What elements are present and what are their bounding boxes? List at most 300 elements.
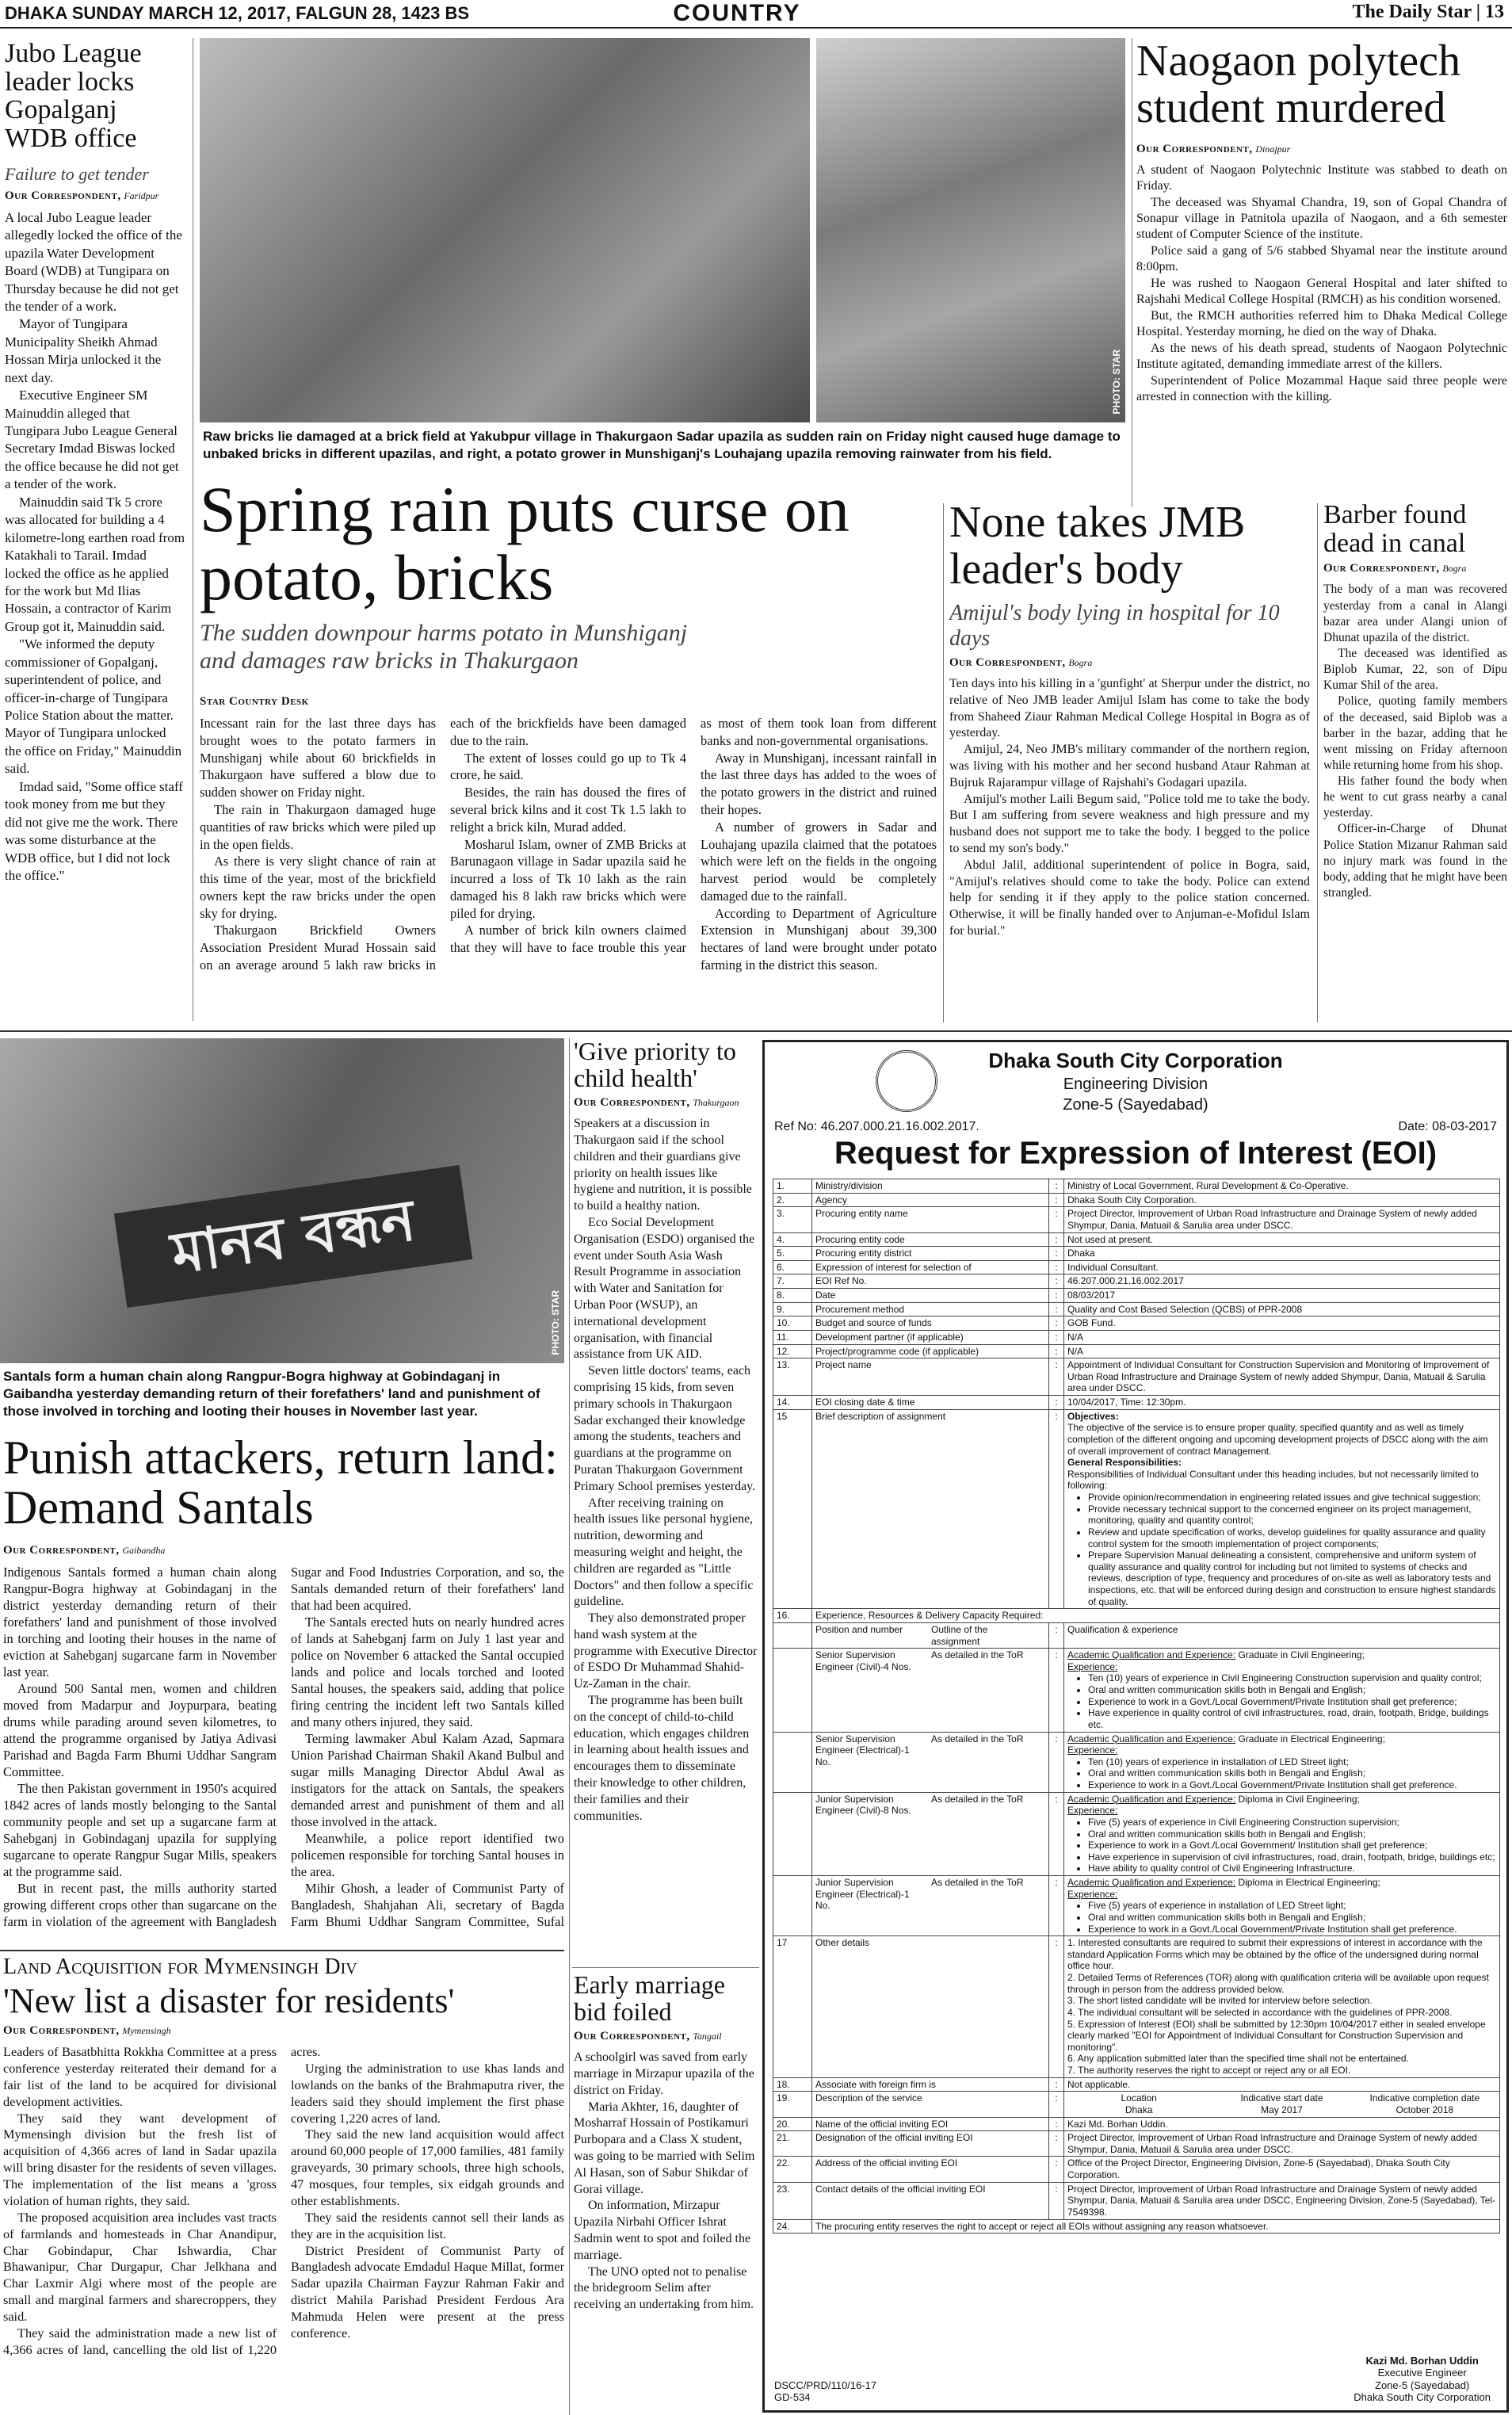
paragraph: They said the administration made a new list of 4,366 acres of land, cancelling the old list of 1,220 acres. — [3, 2044, 321, 2357]
paragraph: Speakers at a discussion in Thakurgaon said if the school children and their guardians give priority on health issues like hygiene and nutrition, it is possible to build a healthy nation. — [574, 1117, 752, 1213]
paragraph: Mihir Ghosh, a leader of Communist Party of Bangladesh, Shahjahan Ali, secretary of Bagda Farm Bhumi Uddhar Sangram Committee, Sufal — [291, 1881, 564, 1929]
table-cell: : — [1049, 2157, 1064, 2182]
paragraph: The programme has been built on the concept of child-to-child education, which engages children in learning about health issues and encourages them to disseminate their knowledge to other children, their families and their communities. — [574, 1694, 750, 1823]
table-cell: 20. — [773, 2117, 812, 2131]
table-row — [773, 1232, 1500, 1247]
table-cell: : — [1049, 1732, 1064, 1792]
sign-designation: Executive Engineer — [1377, 2367, 1467, 2379]
paragraph: As the news of his death spread, students of Naogaon Polytechnic Institute agitated, demanding immediate arrest of the killers. — [1136, 341, 1507, 372]
table-row — [773, 2182, 1500, 2219]
table-row — [773, 1193, 1500, 1207]
table-cell: Expression of interest for selection of — [812, 1260, 1049, 1274]
table-cell — [773, 1649, 812, 1732]
table-cell: 17 — [773, 1936, 812, 2078]
table-row — [773, 1609, 1500, 1623]
paragraph: Away in Munshiganj, incessant rainfall in the last three days has added to the woes of the potato growers in the district and ruined their hopes. — [701, 750, 937, 818]
text: Diploma in Civil Engineering; — [1238, 1793, 1360, 1805]
table-cell: Budget and source of funds — [812, 1316, 1049, 1331]
photo-bricks — [200, 38, 810, 422]
paragraph: Mosharul Islam, owner of ZMB Bricks at Barunagaon village in Sadar upazila said he incurred a loss of Tk 10 lakh as the rain damaged his 8 lakh raw bricks which were piled for drying. — [450, 836, 686, 921]
paragraph: "We informed the deputy commissioner of Gopalganj, superintendent of police, and officer-in-charge of Tungipara Police Station about the matter. Mayor of Tungipara unlocked the office on Friday," Mainuddin said. — [5, 636, 182, 777]
paragraph: Imdad said, "Some office staff took money from me but they did not give me the work. There was some disturbance at the WDB office, but I did not lock the office." — [5, 778, 183, 883]
text: Outline of the assignment — [931, 1623, 988, 1647]
text: Location — [1121, 2092, 1157, 2104]
paragraph: A student of Naogaon Polytechnic Institute was stabbed to death on Friday. — [1136, 162, 1507, 193]
text: Junior Supervision Engineer (Civil)-8 Nos. — [815, 1793, 911, 1817]
paragraph: Urging the administration to use khas lands and lowlands on the banks of the Brahmaputra river, the leaders said they should implement the first phase covering 1,220 acres of land. — [291, 2061, 564, 2126]
table-cell: 13. — [773, 1358, 812, 1396]
paragraph: The body of a man was recovered yesterday from a canal in Alangi bazar area under Alangi union of Dhunat upazila of the district. — [1323, 583, 1507, 644]
text: As detailed in the ToR — [931, 1793, 1024, 1805]
photo-credit-santals: PHOTO: STAR — [550, 1290, 561, 1355]
table-cell — [773, 1792, 812, 1875]
ad-division: Engineering Division — [1063, 1076, 1208, 1093]
table-cell — [1064, 1876, 1500, 1936]
paragraph: Police said a gang of 5/6 stabbed Shyamal near the institute around 8:00pm. — [1136, 243, 1507, 274]
table-row — [773, 2157, 1500, 2182]
table-cell: Ministry/division — [812, 1179, 1049, 1194]
body-child-health — [574, 1116, 758, 1825]
body-naogaon — [1136, 162, 1507, 406]
article-child-health — [574, 1038, 758, 1964]
table-cell: Project Director, Improvement of Urban Road Infrastructure and Drainage System of newly added Shympur, Dania, Matuail & Sarulia area under DSCC. — [1064, 2131, 1500, 2157]
eoi-table — [773, 1179, 1500, 2233]
paragraph: According to Department of Agriculture Extension in Munshiganj about 39,300 hectares of land were brought under potato farming in the district this season. — [701, 905, 937, 972]
table-row — [773, 1936, 1500, 2078]
text: General Responsibilities: — [1067, 1457, 1182, 1469]
paragraph: Incessant rain for the last three days has brought woes to the potato farmers in Munshiganj while about 60 brickfields in Thakurgaon have suffered a blow due to sudden shower on Friday night. — [200, 716, 436, 801]
text: Experience: — [1067, 1660, 1118, 1672]
text: Experience: — [1067, 1744, 1118, 1756]
table-cell — [1064, 1792, 1500, 1875]
table-cell: 5. — [773, 1247, 812, 1261]
table-cell: 24. — [773, 2219, 812, 2233]
table-cell: 10/04/2017, Time: 12:30pm. — [1064, 1396, 1500, 1410]
paragraph: On information, Mirzapur Upazila Nirbahi Officer Ishrat Sadmin went to spot and foiled the marriage. — [574, 2199, 751, 2262]
advert-eoi — [762, 1040, 1509, 2413]
table-cell — [773, 1622, 812, 1648]
paragraph: They also demonstrated proper hand wash system at the programme with Executive Director of ESDO Dr Muhammad Shahid-Uz-Zaman in the chair. — [574, 1611, 758, 1691]
table-cell — [812, 1649, 1049, 1732]
text: • Five (5) years of experience in installation of LED Street light; — [1088, 1900, 1496, 1912]
table-cell: : — [1049, 1622, 1064, 1648]
table-cell: Qualification & experience — [1064, 1622, 1500, 1648]
table-cell: 19. — [773, 2092, 812, 2117]
table-cell: Ministry of Local Government, Rural Development & Co-Operative. — [1064, 1179, 1500, 1194]
kicker-land: Land Acquisition for Mymensingh Div — [3, 1955, 357, 1979]
paragraph: The deceased was Shyamal Chandra, 19, son of Gopal Chandra of Sonapur village in Patnitola upazila of Naogaon, and a 6th semester student of Computer Science of the institute. — [1136, 195, 1507, 242]
text: Responsibilities of Individual Consultant under this heading includes, but not necessarily limited to following: — [1067, 1468, 1479, 1492]
headline-santals: Punish attackers, return land: Demand Santals — [3, 1433, 558, 1534]
text: 6. Any application submitted later than the specified time shall not be entertained. — [1067, 2053, 1409, 2065]
headline-land: 'New list a disaster for residents' — [3, 1981, 455, 2020]
paragraph: The proposed acquisition area includes vast tracts of farmlands and homesteads in Char Anandipur, Char Gobindapur, Char Ishwardia, Char Bhawanipur, Char Durgapur, Char Jelkhana and Char Laxmir Algi where most of the people are small and marginal farmers and sharecroppers, they said. — [3, 2209, 277, 2324]
text: • Oral and written communication skills both in Bengali and English; — [1088, 1828, 1496, 1840]
table-cell: Project name — [812, 1358, 1049, 1396]
paragraph: But in recent past, the mills authority started growing different crops other than sugarcane on the farm in violation of the agreement with Bangladesh Sugar and Food Industries Corporation, and so, the Santals demanded return of their forefathers' land that had been acquired. — [3, 1565, 564, 1929]
text: • Prepare Supervision Manual delineating a consistent, comprehensive and uniform system of quality assurance and quality control for including but not limited to systems of checks and reviews, description of type, frequency and procedures of on-site as well as laboratory tests and inspections, etc. that will be enforced during design and construction to ensure highest standards of quality. — [1088, 1549, 1496, 1607]
table-row — [773, 2131, 1500, 2157]
headline-barber: Barber found dead in canal — [1323, 501, 1467, 558]
article-land — [3, 1955, 564, 2414]
text: • Experience to work in a Govt./Local Government/ Institution shall get preference; — [1088, 1840, 1496, 1851]
table-row — [773, 2092, 1500, 2117]
table-cell: Project/programme code (if applicable) — [812, 1344, 1049, 1358]
text: 7. The authority reserves the right to accept or reject any or all EOI. — [1067, 2065, 1351, 2076]
ad-code-1: DSCC/PRD/110/16-17 — [774, 2379, 877, 2391]
sign-zone: Zone-5 (Sayedabad) — [1375, 2379, 1470, 2391]
paragraph: Superintendent of Police Mozammal Haque said three people were arrested in connection with the killing. — [1136, 373, 1507, 404]
table-cell: : — [1049, 1936, 1064, 2078]
byline-jmb: Our Correspondent, Bogra — [949, 655, 1093, 669]
text: Graduate in Civil Engineering; — [1238, 1649, 1365, 1661]
table-cell: Procuring entity district — [812, 1247, 1049, 1261]
text: • Five (5) years of experience in Civil Engineering Construction supervision; — [1088, 1817, 1496, 1828]
table-row — [773, 1876, 1500, 1936]
text: Senior Supervision Engineer (Electrical)-1 No. — [815, 1733, 910, 1767]
table-cell: 15 — [773, 1409, 812, 1609]
table-cell: N/A — [1064, 1330, 1500, 1344]
table-cell: : — [1049, 1274, 1064, 1289]
table-cell: : — [1049, 1302, 1064, 1316]
ad-code — [774, 2379, 876, 2404]
table-cell — [773, 1732, 812, 1792]
table-cell: Dhaka South City Corporation. — [1064, 1193, 1500, 1207]
paragraph: Amijul, 24, Neo JMB's military commander of the northern region, was living with his mother and her second husband Ataur Rahman at Bujruk Rajarampur village of Rajshahi's Godagari upazila. — [949, 743, 1310, 789]
photo-credit: PHOTO: STAR — [1111, 350, 1122, 415]
text: Objectives: — [1067, 1410, 1119, 1422]
subhead-spring-rain: The sudden downpour harms potato in Munshiganj and damages raw bricks in Thakurgaon — [200, 620, 688, 674]
paragraph: Around 500 Santal men, women and children moved from Madarpur and Joypurpara, beating drums while parading around seven kilometres, to attend the programme organised by Jatiya Adivasi Parishad and Bagda Farm Bhumi Uddhar Sangram Committee. — [3, 1681, 277, 1779]
table-cell: 10. — [773, 1316, 812, 1331]
table-cell: Procuring entity name — [812, 1207, 1049, 1232]
paragraph: Terming lawmaker Abul Kalam Azad, Sapmara Union Parishad Chairman Shakil Akand Bulbul and sugar mills Managing Director Abdul Awal as instigators for the attack on Santals, the speakers demanded arrest and punishment of them and all those involved in the attack. — [291, 1731, 564, 1829]
paragraph: Thakurgaon Brickfield Owners Association President Murad Hossain said on an average around 5 lakh raw bricks in each of the brickfields have been damaged due to the rain. — [200, 716, 686, 972]
table-cell: Associate with foreign firm is — [812, 2077, 1049, 2092]
table-cell — [773, 1876, 812, 1936]
table-cell: : — [1049, 1179, 1064, 1194]
sign-name: Kazi Md. Borhan Uddin — [1365, 2354, 1479, 2367]
table-cell: 7. — [773, 1274, 812, 1289]
table-cell: : — [1049, 1396, 1064, 1410]
byline-spring-rain: Star Country Desk — [200, 695, 309, 709]
headline-spring-rain: Spring rain puts curse on potato, bricks — [200, 476, 850, 614]
table-cell: : — [1049, 1358, 1064, 1396]
text: • Have ability to quality control of Civil Engineering Infrastructure. — [1088, 1863, 1496, 1874]
headline-marriage: Early marriage bid foiled — [574, 1972, 725, 2026]
masthead: The Daily Star — [1352, 2, 1472, 22]
table-cell — [1064, 1649, 1500, 1732]
table-row — [773, 1260, 1500, 1274]
byline-jubo: Our Correspondent, Faridpur — [5, 189, 159, 202]
paragraph: The then Pakistan government in 1950's acquired 1842 acres of lands mostly belonging to the Santal community people and set up a sugarcane farm at Sahebganj in Gobindaganj upazila for supplying sugarcane to operate Rangpur Sugar Mills, speakers at the programme said. — [3, 1781, 277, 1879]
table-cell: EOI Ref No. — [812, 1274, 1049, 1289]
body-marriage — [574, 2050, 758, 2314]
dateline: DHAKA SUNDAY MARCH 12, 2017, FALGUN 28, 1423 BS — [5, 3, 470, 23]
text: • Have experience in quality control of civil infrastructures, road, drain, footpath, Bridge, buildings etc. — [1088, 1707, 1496, 1730]
ad-title: Request for Expression of Interest (EOI) — [834, 1136, 1438, 1171]
text: • Oral and written communication skills both in Bengali and English; — [1088, 1912, 1496, 1924]
table-cell: 6. — [773, 1260, 812, 1274]
table-cell: : — [1049, 1247, 1064, 1261]
table-cell: Description of the service — [812, 2092, 1049, 2117]
text: Experience: — [1067, 1888, 1118, 1900]
headline-jmb: None takes JMB leader's body — [949, 499, 1246, 594]
table-cell: : — [1049, 1876, 1064, 1936]
paragraph: The extent of losses could go up to Tk 4 crore, he said. — [450, 750, 686, 783]
subhead-jubo: Failure to get tender — [5, 163, 149, 184]
ad-code-2: GD-534 — [774, 2391, 811, 2404]
paragraph: Meanwhile, a police report identified two policemen responsible for torching Santal houses in the area. — [291, 1831, 564, 1879]
text: As detailed in the ToR — [931, 1649, 1024, 1661]
paragraph: Besides, the rain has doused the fires of several brick kilns and it cost Tk 1.5 lakh to relight a brick kiln, Murad added. — [450, 785, 686, 835]
table-cell: Dhaka — [1064, 1247, 1500, 1261]
byline-barber: Our Correspondent, Bogra — [1323, 562, 1467, 575]
table-cell: : — [1049, 1260, 1064, 1274]
paragraph: Mayor of Tungipara Municipality Sheikh Ahmad Hossan Mirja unlocked it the next day. — [5, 316, 162, 385]
text: Academic Qualification and Experience: — [1067, 1877, 1236, 1888]
text: • Ten (10) years of experience in Civil Engineering Construction supervision and quality control; — [1088, 1672, 1496, 1684]
paragraph: Executive Engineer SM Mainuddin alleged that Tungipara Jubo League General Secretary Imdad Biswas locked the office because he did not get a tender of the work. — [5, 388, 179, 492]
paragraph: Officer-in-Charge of Dhunat Police Station Mizanur Rahman said no injury mark was found in the body, adding that he might have been strangled. — [1323, 822, 1507, 900]
text: As detailed in the ToR — [931, 1877, 1024, 1888]
table-row — [773, 1302, 1500, 1316]
headline-naogaon: Naogaon polytech student murdered — [1136, 38, 1460, 132]
table-cell: : — [1049, 1792, 1064, 1875]
text: • Oral and written communication skills both in Bengali and English; — [1088, 1684, 1496, 1696]
table-cell: Project Director, Improvement of Urban Road Infrastructure and Drainage System of newly added Shympur, Dania, Matuail & Sarulia area under DSCC. — [1064, 1207, 1500, 1232]
text: Academic Qualification and Experience: — [1067, 1793, 1236, 1805]
table-cell: 16. — [773, 1609, 812, 1623]
paragraph: After receiving training on health issues like personal hygiene, nutrition, deworming and measuring weight and height, the children are regarded as "Little Doctors" and then follow a specific guideline. — [574, 1496, 754, 1609]
table-cell: 23. — [773, 2182, 812, 2219]
table-row — [773, 1316, 1500, 1331]
table-cell: Procuring entity code — [812, 1232, 1049, 1247]
paragraph: Indigenous Santals formed a human chain along Rangpur-Bogra highway at Gobindaganj in the district yesterday demanding return of their forefathers' land and punishment of those involved in torching and looting their houses in the name of eviction at Sahebganj sugarcane farm in November last year. — [3, 1565, 277, 1679]
table-row — [773, 1330, 1500, 1344]
text: October 2018 — [1396, 2104, 1454, 2115]
text: Indicative start date — [1240, 2092, 1323, 2104]
table-cell: Development partner (if applicable) — [812, 1330, 1049, 1344]
text: 3. The short listed candidate will be invited for interview before selection. — [1067, 1995, 1373, 2007]
table-row — [773, 1732, 1500, 1792]
page-number: | 13 — [1476, 2, 1504, 22]
table-cell: 8. — [773, 1289, 812, 1303]
paragraph: The rain in Thakurgaon damaged huge quantities of raw bricks which were piled up in the open fields. — [200, 802, 436, 852]
section-title: COUNTRY — [673, 0, 801, 26]
paragraph: Eco Social Development Organisation (ESDO) organised the event under South Asia Wash Result Programme in association with Water and Sanitation for Urban Poor (WSUP), an international development organisation, with financial assistance from UK AID. — [574, 1215, 755, 1362]
text: As detailed in the ToR — [931, 1733, 1024, 1744]
table-row — [773, 2077, 1500, 2092]
table-row — [773, 1792, 1500, 1875]
table-cell: EOI closing date & time — [812, 1396, 1049, 1410]
text: 5. Expression of Interest (EOI) shall be submitted by 12:30pm 10/04/2017 either in sealed envelope clearly marked "EOI for Appointment of Individual Consultant for Construction Supervision and monitoring". — [1067, 2018, 1486, 2053]
text: Junior Supervision Engineer (Electrical)-1 No. — [815, 1877, 910, 1912]
table-cell: Project Director, Improvement of Urban Road Infrastructure and Drainage System of newly added Shympur, Dania, Matuail & Sarulia area under DSCC, Engineering Division, Zone-5 (Sayedabad), Tel-7549398. — [1064, 2182, 1500, 2219]
table-cell: Kazi Md. Borhan Uddin. — [1064, 2117, 1500, 2131]
photo-caption-santals: Santals form a human chain along Rangpur-Bogra highway at Gobindaganj in Gaibandha yesterday demanding return of their forefathers' land and punishment of those involved in torching and looting their houses in November last year. — [3, 1369, 540, 1420]
table-cell: Not used at present. — [1064, 1232, 1500, 1247]
body-land — [3, 2044, 564, 2393]
table-row — [773, 1358, 1500, 1396]
byline-marriage: Our Correspondent, Tangail — [574, 2030, 722, 2043]
paragraph: As there is very slight chance of rain at this time of the year, most of the brickfield owners kept the raw bricks under the open sky for drying. — [200, 854, 436, 921]
subhead-jmb: Amijul's body lying in hospital for 10 days — [949, 600, 1280, 651]
banner: মানব বন্ধন — [114, 1165, 472, 1308]
ad-zone: Zone-5 (Sayedabad) — [1063, 1096, 1208, 1114]
body-barber — [1323, 582, 1507, 901]
table-cell: Designation of the official inviting EOI — [812, 2131, 1049, 2157]
table-cell: The procuring entity reserves the right to accept or reject all EOIs without assigning any reason whatsoever. — [812, 2219, 1500, 2233]
table-cell: : — [1049, 1207, 1064, 1232]
table-cell: : — [1049, 2182, 1064, 2219]
paragraph: He was rushed to Naogaon General Hospital and later shifted to Rajshahi Medical College Hospital (RMCH) as his condition worsened. — [1136, 276, 1507, 307]
body-jubo — [5, 209, 185, 885]
text: Position and number — [815, 1623, 903, 1635]
text: • Experience to work in a Govt./Local Government/Private Institution shall get preference; — [1088, 1696, 1496, 1708]
table-cell: : — [1049, 1344, 1064, 1358]
text: 2. Detailed Terms of References (TOR) along with qualification criteria will be available upon request through in person from the address provided below. — [1067, 1972, 1489, 1995]
table-cell: : — [1049, 1649, 1064, 1732]
article-jmb — [949, 499, 1310, 1022]
table-row — [773, 1207, 1500, 1232]
table-row — [773, 2219, 1500, 2233]
text: Experience: — [1067, 1805, 1118, 1817]
table-cell: Address of the official inviting EOI — [812, 2157, 1049, 2182]
table-cell: : — [1049, 2077, 1064, 2092]
page-header — [0, 0, 1512, 29]
table-cell: Quality and Cost Based Selection (QCBS) of PPR-2008 — [1064, 1302, 1500, 1316]
table-cell: Experience, Resources & Delivery Capacity Required: — [812, 1609, 1500, 1623]
table-cell — [1064, 1409, 1500, 1609]
table-cell: 1. — [773, 1179, 812, 1194]
table-cell: 14. — [773, 1396, 812, 1410]
article-santals — [3, 1433, 564, 1940]
paragraph: Mainuddin said Tk 5 crore was allocated for building a 4 kilometre-long earthen road from Katakhali to Tarail. Imdad locked the office as he applied for the work but Md Ilias Hossain, a contractor of Karim Group got it, Mainuddin said. — [5, 494, 185, 634]
ad-org: Dhaka South City Corporation — [988, 1049, 1283, 1072]
text: • Ten (10) years of experience in installation of LED Street light; — [1088, 1756, 1496, 1768]
byline-naogaon: Our Correspondent, Dinajpur — [1136, 142, 1291, 155]
paragraph: Maria Akhter, 16, daughter of Mosharraf Hossain of Postikamuri Purbopara and a Class X student, was going to be married with Selim Al Hasan, son of Sabur Shikdar of Gorai village. — [574, 2100, 755, 2196]
table-cell: 46.207.000.21.16.002.2017 — [1064, 1274, 1500, 1289]
photo-santals — [0, 1038, 564, 1363]
text: The objective of the service is to ensure proper quality, specified quantity and as well as timely completion of the different ongoing and upcoming development projects of DSCC along with the aim of overall improvement of contract Management. — [1067, 1422, 1488, 1457]
table-row — [773, 1247, 1500, 1261]
table-row — [773, 1622, 1500, 1648]
byline-santals: Our Correspondent, Gaibandha — [3, 1544, 166, 1557]
table-cell: : — [1049, 1232, 1064, 1247]
ad-signature — [1354, 2355, 1491, 2404]
article-barber — [1323, 501, 1507, 1024]
byline-land: Our Correspondent, Mymensingh — [3, 2024, 171, 2038]
table-cell: N/A — [1064, 1344, 1500, 1358]
photo-caption-top: Raw bricks lie damaged at a brick field at Yakubpur village in Thakurgaon Sadar upazila as sudden rain on Friday night caused huge damage to unbaked bricks in different upazilas, and right, a potato grower in Munshiganj's Louhajang upazila removing rainwater from his field. — [203, 429, 1121, 462]
text: Senior Supervision Engineer (Civil)-4 Nos. — [815, 1649, 911, 1672]
headline-child-health: 'Give priority to child health' — [574, 1038, 736, 1092]
table-cell: 4. — [773, 1232, 812, 1247]
text: Academic Qualification and Experience: — [1067, 1649, 1236, 1661]
table-cell: Other details — [812, 1936, 1049, 2078]
text: 1. Interested consultants are required to submit their expressions of interest in accordance with the standard Application Forms which may be obtained by the office of the undersigned during normal office hour. — [1067, 1937, 1483, 1972]
paragraph: A number of brick kiln owners claimed that they will have to face trouble this year as most of them took loan from different banks and non-governmental organisations. — [450, 716, 937, 956]
table-cell: Individual Consultant. — [1064, 1260, 1500, 1274]
table-cell: Procurement method — [812, 1302, 1049, 1316]
paragraph: A number of growers in Sadar and Louhajang upazila claimed that the potatoes which were left on the fields in the ongoing harvest period would be completely damaged due to the rainfall. — [701, 819, 937, 904]
sign-org: Dhaka South City Corporation — [1354, 2391, 1491, 2404]
table-cell: Agency — [812, 1193, 1049, 1207]
table-cell: 21. — [773, 2131, 812, 2157]
paragraph: His father found the body when he went to cut grass nearby a canal yesterday. — [1323, 774, 1507, 820]
table-cell: : — [1049, 1289, 1064, 1303]
paragraph: Police, quoting family members of the deceased, said Biplob was a barber in the bazar, adding that he went missing on Friday afternoon while returning home from his shop. — [1323, 694, 1507, 772]
paragraph: Amijul's mother Laili Begum said, "Police told me to take the body. But I am suffering from severe weakness and high pressure and my husband does not support me to take the body. I begged to the police to send my son's body." — [949, 792, 1310, 855]
table-cell: 12. — [773, 1344, 812, 1358]
paragraph: The deceased was identified as Biplob Kumar, 22, son of Dipu Kumar Shil of the area. — [1323, 646, 1507, 693]
table-row — [773, 1396, 1500, 1410]
text: Academic Qualification and Experience: — [1067, 1733, 1236, 1744]
table-cell: 18. — [773, 2077, 812, 2092]
text: • Experience to work in a Govt./Local Government/Private Institution shall get preference. — [1088, 1779, 1496, 1791]
paragraph: District President of Communist Party of Bangladesh advocate Emdadul Haque Millat, former Sadar upazila Chairman Fayzur Rahman Fakir and district Mahila Parishad President Ferdous Ara Mahmuda Helen were present at the press conference. — [291, 2242, 564, 2340]
table-cell: 11. — [773, 1330, 812, 1344]
paragraph: They said they want development of Mymensingh division but the fresh list of acquisition of 4,366 acres of land in Sadar upazila will bring disaster for the residents of seven villages. The implementation of the list means a 'gross violation of human rights, they said. — [3, 2110, 277, 2208]
text: • Experience to work in a Govt./Local Government/Private Institution shall get preference. — [1088, 1924, 1496, 1935]
table-row — [773, 1179, 1500, 1194]
table-cell — [812, 1876, 1049, 1936]
article-spring-rain — [200, 476, 937, 1022]
table-cell — [812, 1792, 1049, 1875]
paragraph: Abdul Jalil, additional superintendent of police in Bogra, said, "Amijul's relatives should come to take the body. Police can extend help for sending it if they apply to the police station concerned. Otherwise, it will be finally handed over to Anjuman-e-Mofidul Islam for burial." — [949, 858, 1310, 938]
table-cell — [1064, 1936, 1500, 2078]
text: Dhaka — [1124, 2104, 1153, 2115]
table-cell — [1064, 1732, 1500, 1792]
table-cell: 08/03/2017 — [1064, 1289, 1500, 1303]
paragraph: But, the RMCH authorities referred him to Dhaka Medical College Hospital. Yesterday morning, he died on the way of Dhaka. — [1136, 308, 1507, 339]
table-cell: Date — [812, 1289, 1049, 1303]
table-cell: : — [1049, 2131, 1064, 2157]
paragraph: They said the new land acquisition would affect around 60,000 people of 17,000 families, 481 family graveyards, 30 primary schools, three high schools, 47 mosques, four temples, six eidgah grounds and other establishments. — [291, 2126, 564, 2208]
body-jmb — [949, 676, 1310, 940]
table-cell: : — [1049, 1316, 1064, 1331]
table-row — [773, 1409, 1500, 1609]
table-cell: : — [1049, 1409, 1064, 1609]
text: Indicative completion date — [1369, 2092, 1480, 2104]
text: Graduate in Electrical Engineering; — [1238, 1733, 1385, 1744]
paragraph: A local Jubo League leader allegedly locked the office of the upazila Water Development Board (WDB) at Tungipara on Thursday because he did not get the tender of a work. — [5, 209, 182, 314]
ad-ref: Ref No: 46.207.000.21.16.002.2017. — [774, 1120, 979, 1133]
article-jubo — [5, 40, 185, 1018]
table-cell: 9. — [773, 1302, 812, 1316]
table-cell: 2. — [773, 1193, 812, 1207]
table-row — [773, 1289, 1500, 1303]
paragraph: Seven little doctors' teams, each comprising 15 kids, from seven primary schools in Thakurgaon Sadar exchanged their knowledge among the students, teachers and guardians at the programme on Puratan Thakurgaon Government Primary School premises yesterday. — [574, 1364, 756, 1493]
article-naogaon — [1136, 38, 1507, 507]
photo-potato-grower — [816, 38, 1125, 422]
paragraph: They said the residents cannot sell their lands as they are in the acquisition list. — [291, 2209, 564, 2241]
text: • Provide opinion/recommendation in engineering related issues and give technical suggestion; — [1088, 1492, 1496, 1504]
text: • Have experience in supervision of civil infrastructures, road, drain, footpath, bridge, buildings etc; — [1088, 1851, 1496, 1863]
table-cell: GOB Fund. — [1064, 1316, 1500, 1331]
paragraph: The Santals erected huts on nearly hundred acres of lands at Sahebganj farm on July 1 last year and police on November 6 attacked the Santal occupied lands and police and locals torched and looted Santal houses, the speakers said, adding that police firing centring the incident left two Santals killed and many others injured, they said. — [291, 1614, 564, 1729]
text: May 2017 — [1261, 2104, 1303, 2115]
table-cell: : — [1049, 2092, 1064, 2117]
text: Diploma in Electrical Engineering; — [1238, 1877, 1380, 1888]
table-cell: Office of the Project Director, Engineering Division, Zone-5 (Sayedabad), Dhaka South City Corporation. — [1064, 2157, 1500, 2182]
table-cell: : — [1049, 1330, 1064, 1344]
table-cell: Brief description of assignment — [812, 1409, 1049, 1609]
table-cell: 3. — [773, 1207, 812, 1232]
table-cell: Name of the official inviting EOI — [812, 2117, 1049, 2131]
